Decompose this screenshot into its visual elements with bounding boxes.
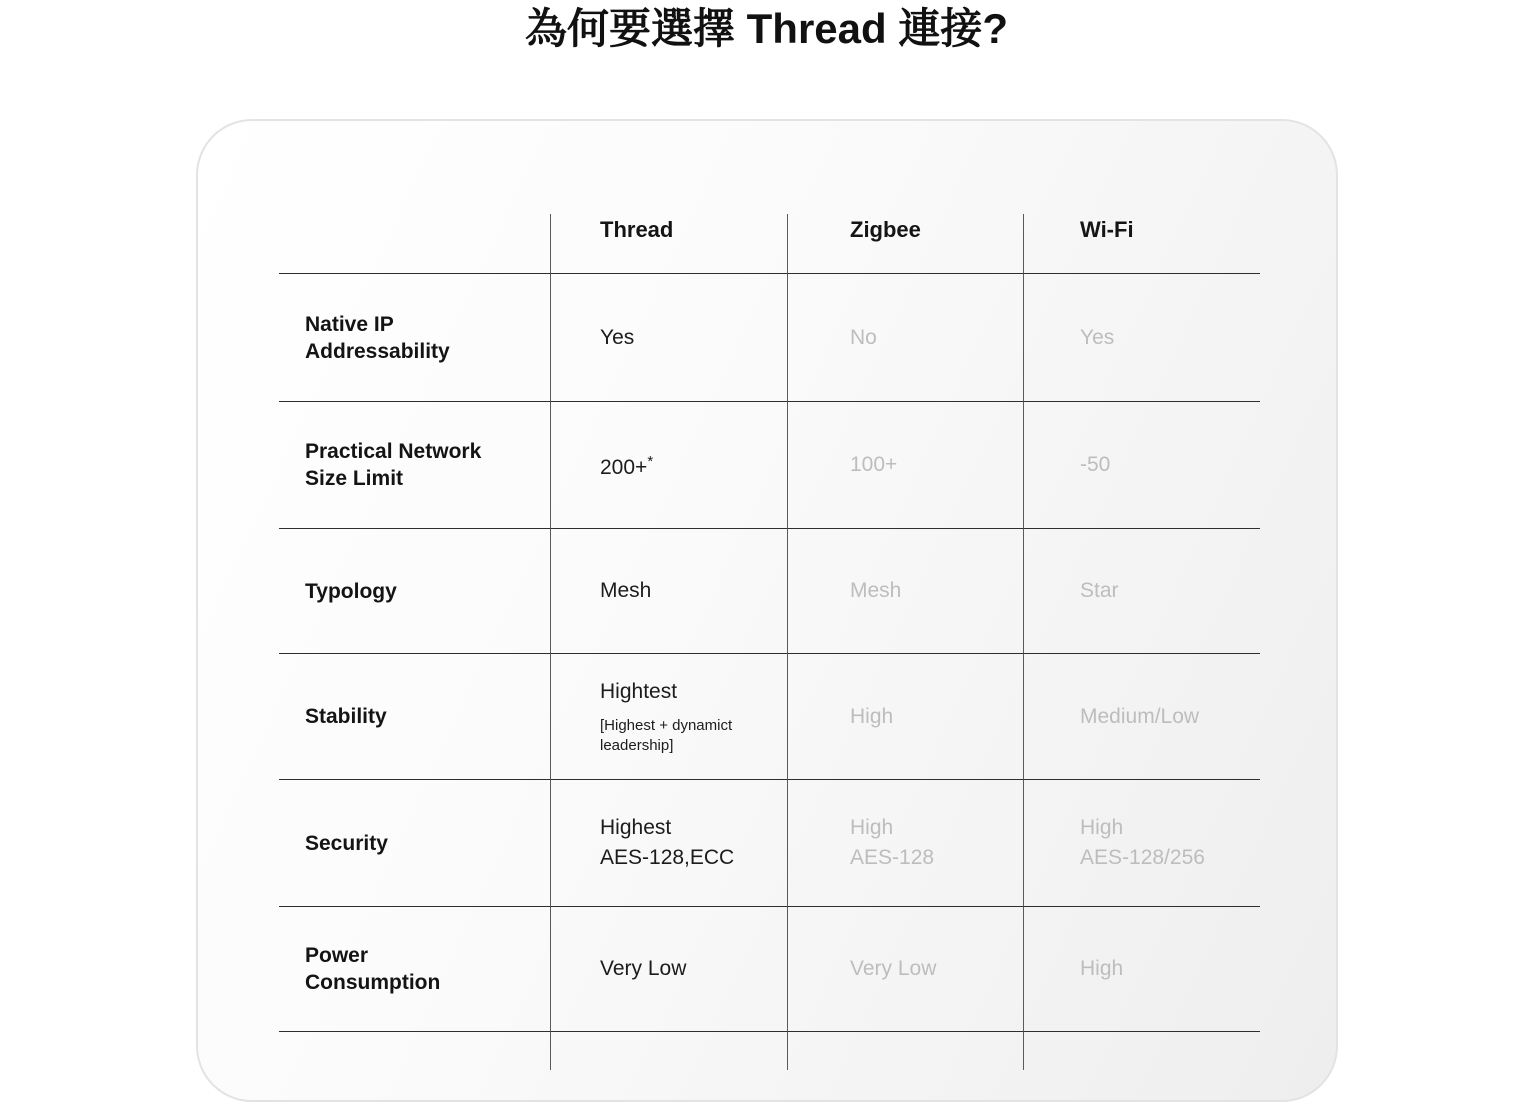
label-line: Addressability [305,339,450,363]
cell-security-thread [551,780,788,907]
cell-network-size-thread [551,402,788,529]
cell-security-zigbee [788,780,1024,907]
row-label-typology [279,529,551,654]
cell-power-thread [551,907,788,1032]
cell-text-line2: AES-128,ECC [600,846,735,869]
cell-text: High [1080,957,1124,980]
comparison-table [279,214,1260,1070]
cell-text: No [850,325,877,349]
cell-stability-zigbee [788,654,1024,780]
cell-stability-wifi [1024,654,1260,780]
cell-subnote: [Highest + dynamict leadership] [600,717,733,754]
column-header-thread [551,214,788,274]
cell-power-zigbee [788,907,1024,1032]
cell-text: High [1080,816,1124,839]
row-label-network-size [279,402,551,529]
cell-text: Yes [1080,325,1115,349]
label-line: Security [305,831,388,855]
label-line: Stability [305,705,387,728]
cell-text: 200+ [600,456,648,479]
cell-typology-wifi [1024,529,1260,654]
cell-text: Yes [600,325,635,349]
cell-network-size-wifi [1024,402,1260,529]
cell-text: High [850,704,894,728]
row-label-security [279,780,551,907]
cell-text: Star [1080,579,1119,602]
cell-text: Highest [600,816,672,839]
cell-native-ip-wifi [1024,274,1260,402]
corner-cell [279,214,551,274]
cell-text-line2: AES-128/256 [1080,846,1205,869]
page-title: 為何要選擇 Thread 連接? [524,5,1009,52]
cell-text: -50 [1080,453,1111,476]
comparison-card [196,119,1338,1102]
cell-typology-thread [551,529,788,654]
cell-text: Mesh [600,579,652,602]
cell-text: Medium/Low [1080,704,1200,728]
column-header-label: Wi-Fi [1080,217,1134,242]
label-line: Typology [305,579,397,603]
cell-text: Very Low [850,957,937,980]
cell-stability-thread [551,654,788,780]
label-line: Power [305,944,369,967]
row-label-power [279,907,551,1032]
table-stub-cell [1024,1032,1260,1070]
cell-text: Hightest [600,680,678,703]
cell-typology-zigbee [788,529,1024,654]
cell-text: 100+ [850,453,898,476]
cell-native-ip-thread [551,274,788,402]
table-stub-cell [551,1032,788,1070]
column-header-label: Zigbee [850,217,921,242]
cell-text: High [850,816,894,839]
column-header-zigbee [788,214,1024,274]
label-line: Size Limit [305,467,404,490]
row-label-stability [279,654,551,780]
cell-power-wifi [1024,907,1260,1032]
column-header-label: Thread [600,217,674,242]
cell-text: Very Low [600,957,687,980]
cell-network-size-zigbee [788,402,1024,529]
row-label-native-ip [279,274,551,402]
cell-text-line2: AES-128 [850,846,935,869]
label-line: Consumption [305,971,441,994]
cell-text: Mesh [850,579,902,602]
column-header-wifi [1024,214,1260,274]
footnote-asterisk: * [647,453,654,470]
cell-security-wifi [1024,780,1260,907]
cell-native-ip-zigbee [788,274,1024,402]
label-line: Practical Network [305,440,482,463]
label-line: Native IP [305,312,394,336]
table-stub-cell [788,1032,1024,1070]
table-stub-cell [279,1032,551,1070]
